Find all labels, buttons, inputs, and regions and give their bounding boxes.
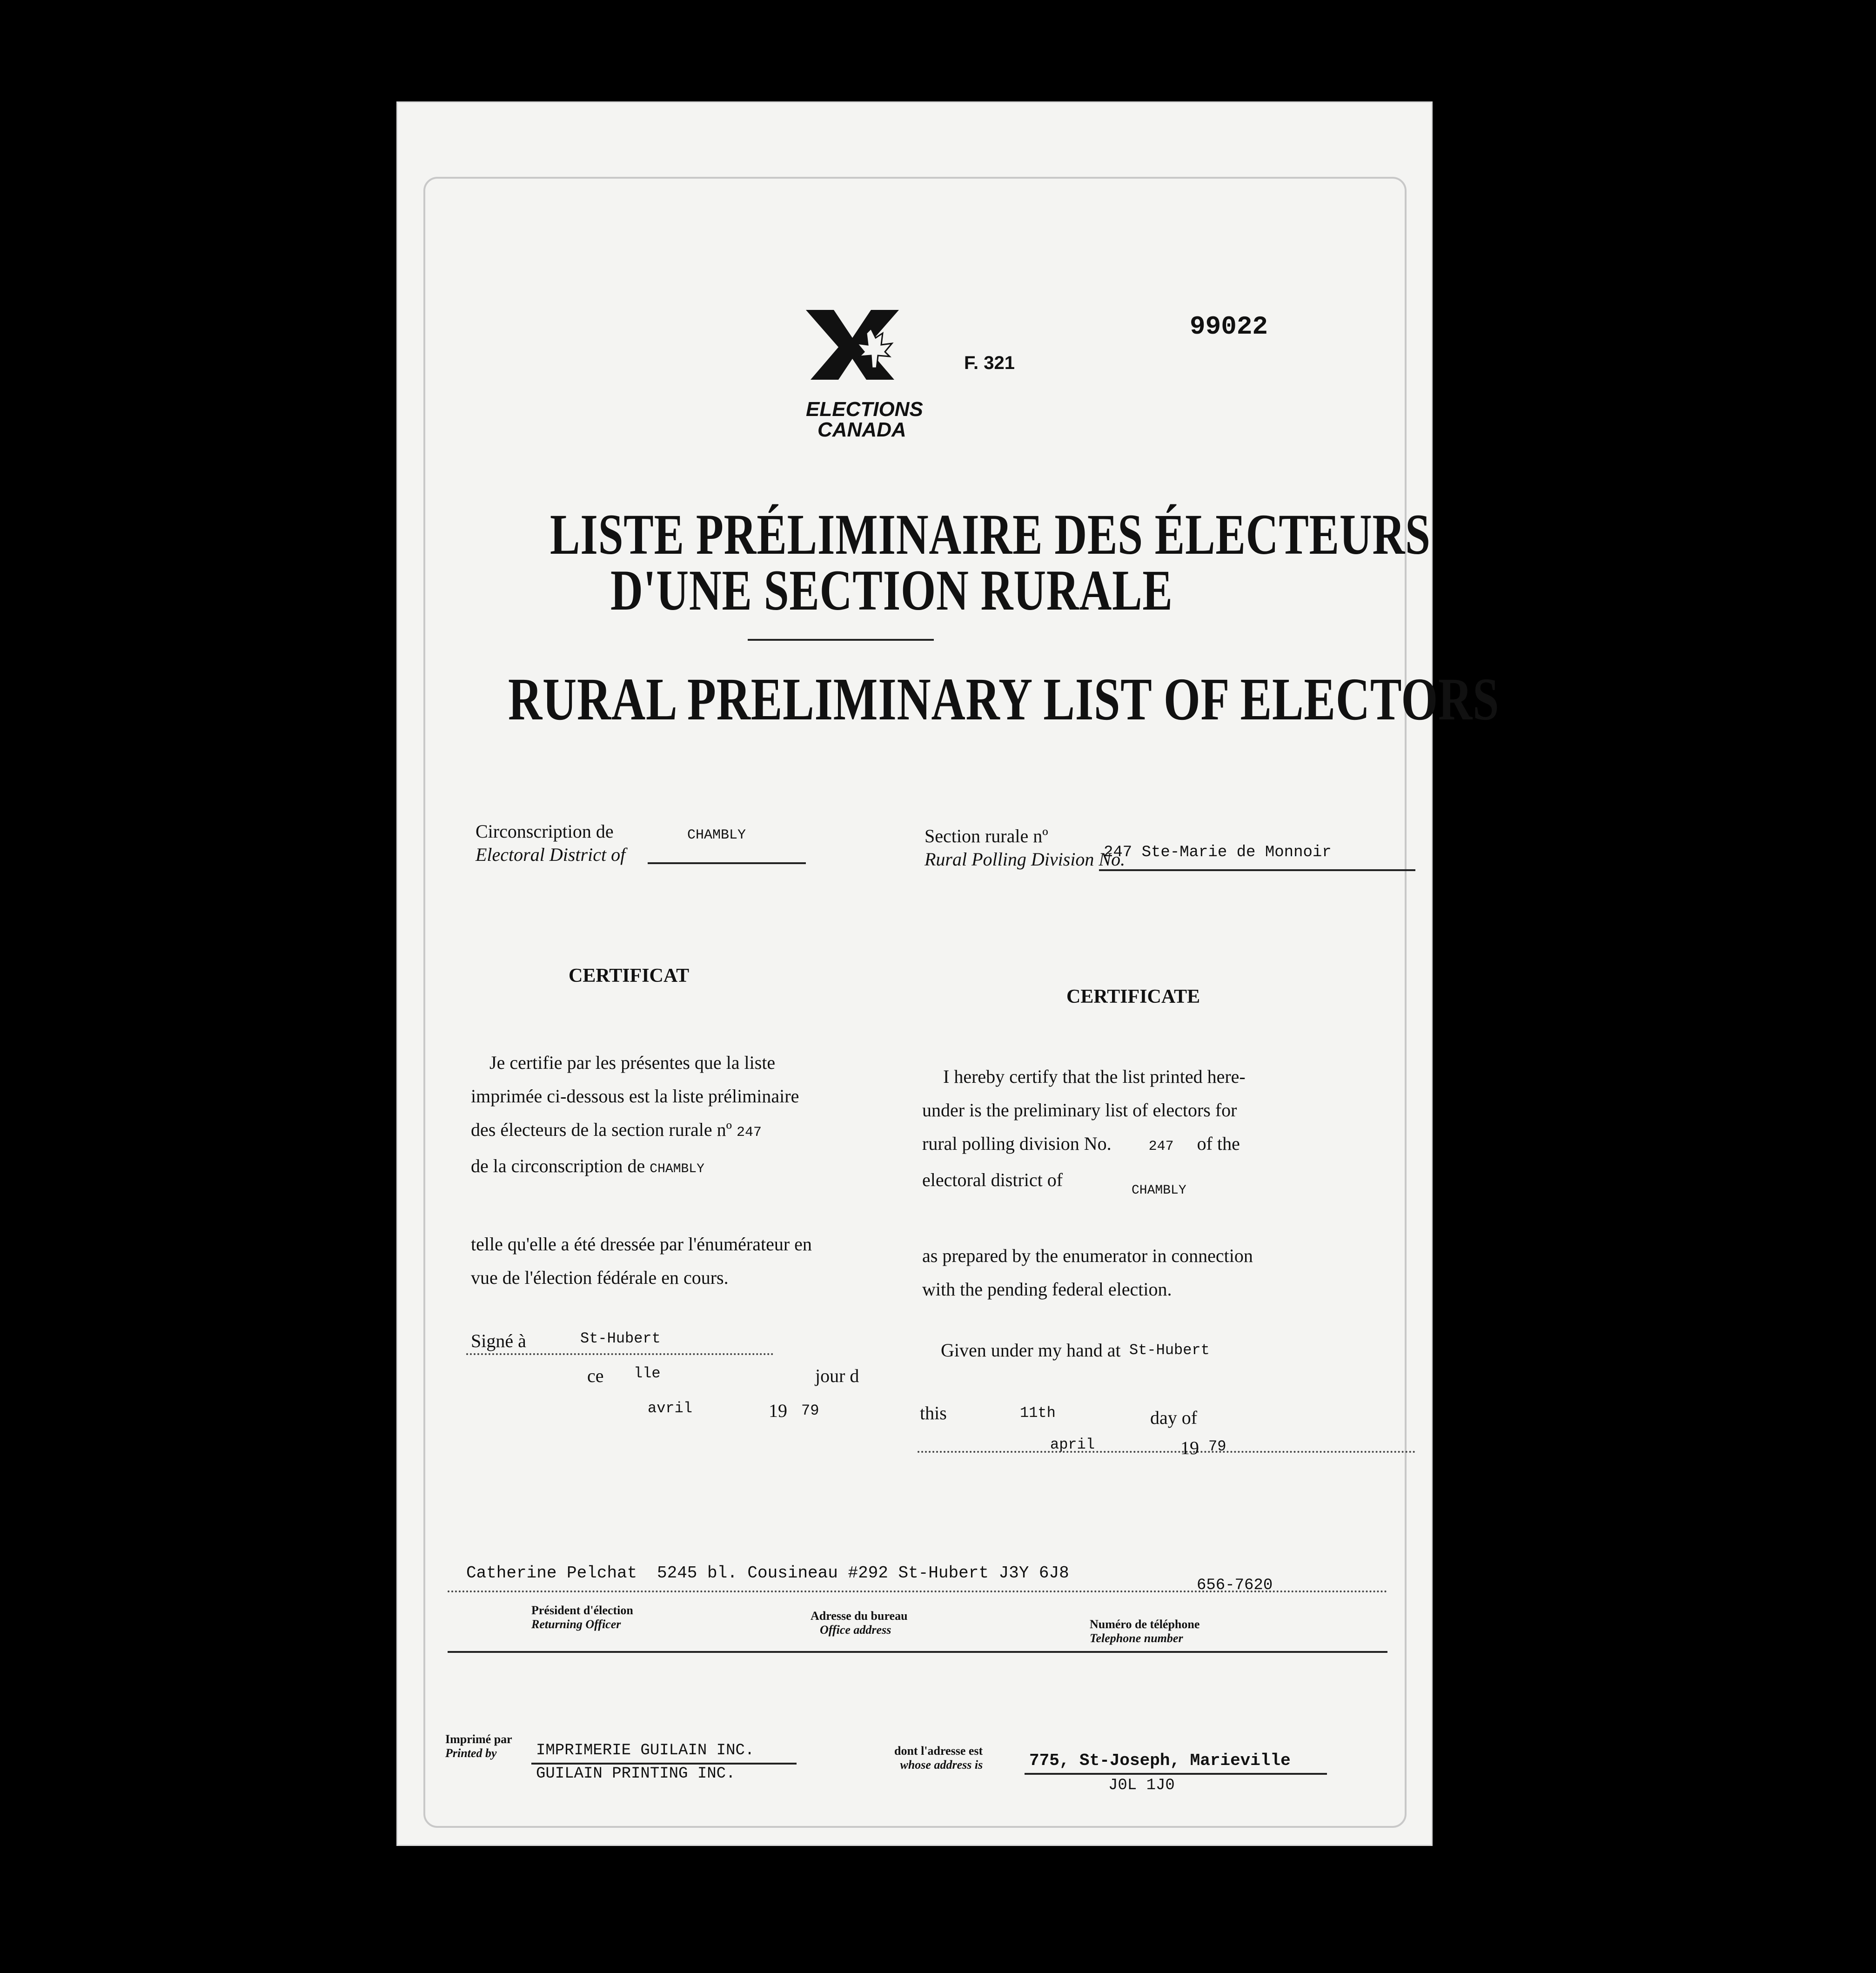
district-underline — [648, 862, 806, 864]
day-of-label: day of — [1150, 1407, 1198, 1428]
officer-name-label — [531, 1604, 633, 1631]
logo-text — [806, 399, 923, 440]
cert-fr-line6: vue de l'élection fédérale en cours. — [471, 1267, 729, 1288]
this-label: this — [920, 1403, 947, 1423]
cert-en-line5: as prepared by the enumerator in connection — [922, 1245, 1253, 1266]
document-page — [396, 101, 1500, 1846]
fr-year-prefix: 19 — [769, 1400, 787, 1421]
cert-fr-line3: des électeurs de la section rurale nº — [471, 1119, 732, 1140]
fr-day: lle — [634, 1365, 661, 1382]
officer-address: 5245 bl. Cousineau #292 St-Hubert J3Y 6J8 — [657, 1564, 1069, 1583]
signed-dotline — [466, 1353, 773, 1355]
division-label-en: Rural Polling Division No. — [925, 849, 1126, 870]
printer-address-label — [894, 1744, 983, 1772]
elections-canada-logo — [801, 310, 904, 380]
printer-name-underline — [531, 1763, 797, 1765]
printer-address: 775, St-Joseph, Marieville — [1029, 1751, 1291, 1770]
printer-label — [445, 1732, 512, 1760]
officer-address-label-fr: Adresse du bureau — [811, 1609, 908, 1623]
cert-en-line3: rural polling division No. — [922, 1133, 1112, 1154]
district-value: CHAMBLY — [687, 827, 746, 843]
cert-en-line2: under is the preliminary list of electors for — [922, 1100, 1237, 1121]
title-fr-line2: D'UNE SECTION RURALE — [610, 558, 1173, 622]
officer-address-label-en: Office address — [820, 1623, 891, 1637]
printer-label-en: Printed by — [445, 1746, 497, 1760]
officer-separator — [448, 1651, 1387, 1653]
form-code: F. 321 — [964, 353, 1015, 373]
cert-fr-body — [471, 1046, 799, 1186]
cert-en-of-the: of the — [1197, 1133, 1240, 1154]
logo-line2: CANADA — [817, 418, 906, 441]
maple-leaf-x-icon — [801, 310, 904, 380]
cert-fr-line4: de la circonscription de — [471, 1155, 645, 1176]
officer-phone: 656-7620 — [1197, 1577, 1273, 1594]
officer-phone-label-en: Telephone number — [1090, 1631, 1183, 1645]
signed-label: Signé à — [471, 1330, 526, 1351]
printer-address-label-fr: dont l'adresse est — [894, 1744, 983, 1758]
printer-address-label-en: whose address is — [900, 1758, 983, 1772]
officer-phone-label — [1090, 1617, 1199, 1645]
printer-name-fr: IMPRIMERIE GUILAIN INC. — [536, 1742, 755, 1759]
division-label-fr: Section rurale nº — [925, 825, 1048, 846]
cert-fr-line5: telle qu'elle a été dressée par l'énumérateur en — [471, 1234, 812, 1255]
cert-fr-line2: imprimée ci-dessous est la liste préliminaire — [471, 1086, 799, 1107]
officer-dotline — [448, 1590, 1387, 1592]
title-divider — [748, 639, 934, 641]
officer-address-label — [811, 1609, 908, 1637]
officer-name-label-fr: Président d'élection — [531, 1604, 633, 1617]
given-label: Given under my hand at — [941, 1340, 1121, 1361]
cert-en-district: CHAMBLY — [1132, 1183, 1186, 1198]
officer-name-label-en: Returning Officer — [531, 1617, 621, 1631]
cert-en-line1: I hereby certify that the list printed here- — [943, 1066, 1246, 1087]
given-place: St-Hubert — [1129, 1342, 1210, 1359]
printer-address-underline — [1025, 1773, 1327, 1775]
en-year-suffix: 79 — [1208, 1438, 1226, 1455]
division-underline — [1099, 869, 1415, 871]
officer-phone-label-fr: Numéro de téléphone — [1090, 1617, 1200, 1631]
cert-en-body2 — [922, 1239, 1253, 1306]
cert-en-line6: with the pending federal election. — [922, 1279, 1172, 1300]
jour-label: jour d — [815, 1365, 859, 1386]
title-en: RURAL PRELIMINARY LIST OF ELECTORS — [508, 666, 1500, 733]
certificat-heading: CERTIFICAT — [569, 965, 690, 986]
cert-fr-line1: Je certifie par les présentes que la liste — [489, 1052, 776, 1073]
logo-line1: ELECTIONS — [806, 398, 923, 421]
ce-label: ce — [587, 1365, 604, 1386]
fr-month: avril — [648, 1400, 693, 1417]
cert-en-line4: electoral district of — [922, 1169, 1063, 1190]
printer-label-fr: Imprimé par — [445, 1732, 512, 1746]
en-month: april — [1050, 1436, 1095, 1453]
title-fr-line1: LISTE PRÉLIMINAIRE DES ÉLECTEURS — [550, 503, 1431, 566]
cert-fr-district: CHAMBLY — [650, 1162, 704, 1176]
cert-fr-division-no: 247 — [737, 1125, 762, 1141]
printer-postal: J0L 1J0 — [1108, 1777, 1175, 1794]
printer-name-en: GUILAIN PRINTING INC. — [536, 1765, 736, 1783]
cert-fr-body2 — [471, 1228, 812, 1295]
signed-place: St-Hubert — [580, 1330, 661, 1347]
en-date-dotline — [918, 1451, 1415, 1453]
district-label-en: Electoral District of — [476, 844, 626, 865]
officer-name: Catherine Pelchat — [466, 1564, 637, 1583]
division-value: 247 Ste-Marie de Monnoir — [1104, 844, 1332, 861]
en-year-prefix: 19 — [1180, 1437, 1199, 1458]
serial-number: 99022 — [1190, 312, 1268, 342]
cert-en-division-no: 247 — [1148, 1139, 1174, 1154]
district-label-fr: Circonscription de — [476, 821, 614, 842]
cert-en-body — [922, 1060, 1246, 1197]
en-day: 11th — [1020, 1404, 1056, 1422]
fr-year-suffix: 79 — [801, 1402, 819, 1419]
certificate-heading: CERTIFICATE — [1066, 986, 1200, 1007]
